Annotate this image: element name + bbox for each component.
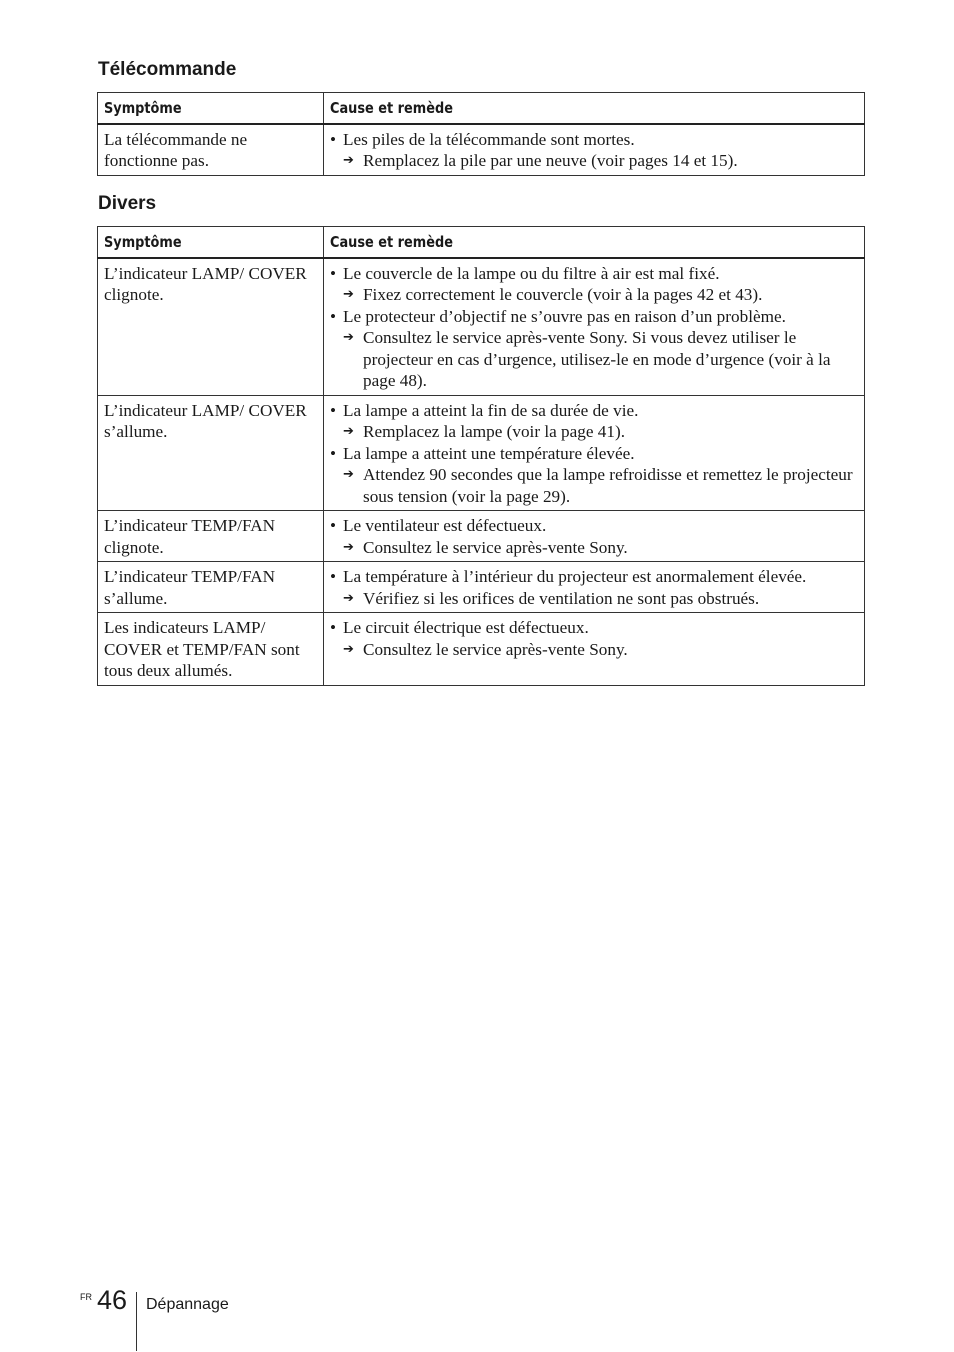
bullet-icon: • <box>330 263 337 283</box>
symptom-cell: L’indicateur LAMP/ COVER s’allume. <box>98 395 324 511</box>
table-header-row <box>98 93 865 124</box>
arrow-right-icon: ➔ <box>343 287 354 302</box>
bullet-icon: • <box>330 443 337 463</box>
arrow-right-icon: ➔ <box>343 330 354 345</box>
remedy-text: Remplacez la lampe (voir la page 41). <box>363 422 625 441</box>
remedy-text: Consultez le service après-vente Sony. <box>363 537 628 557</box>
cause-text: Les piles de la télécommande sont mortes. <box>343 129 635 149</box>
arrow-right-icon: ➔ <box>343 467 354 482</box>
footer-divider <box>136 1292 137 1351</box>
header-symptome: Symptôme <box>98 93 324 124</box>
section-title-telecommande: Télécommande <box>98 59 237 80</box>
remedy-text: Remplacez la pile par une neuve (voir pages 14 et 15). <box>363 151 738 170</box>
header-cause-remede: Cause et remède <box>324 93 865 124</box>
cause-text: La température à l’intérieur du projecteur est anormalement élevée. <box>343 567 807 586</box>
remedy-item <box>330 421 858 443</box>
remedy-item <box>330 464 858 507</box>
cause-item <box>330 400 858 422</box>
cause-text: Le ventilateur est défectueux. <box>343 516 547 535</box>
remedy-text: Fixez correctement le couvercle (voir à la pages 42 et 43). <box>363 285 763 304</box>
cause-cell <box>324 562 865 613</box>
page-number: 46 <box>97 1285 128 1315</box>
remedy-text: Consultez le service après-vente Sony. <box>363 639 628 659</box>
arrow-right-icon: ➔ <box>343 153 354 168</box>
cause-item <box>330 617 858 639</box>
bullet-icon: • <box>330 129 337 149</box>
cause-item <box>330 129 858 151</box>
cause-text: La lampe a atteint la fin de sa durée de vie. <box>343 400 639 420</box>
arrow-right-icon: ➔ <box>343 641 354 657</box>
symptom-cell: L’indicateur TEMP/FAN s’allume. <box>98 562 324 613</box>
remedy-item <box>330 150 858 172</box>
arrow-right-icon: ➔ <box>343 590 354 606</box>
cause-text: La lampe a atteint une température élevée. <box>343 443 635 463</box>
remedy-item <box>330 284 858 306</box>
table-row <box>98 511 865 562</box>
bullet-icon: • <box>330 516 337 535</box>
symptom-cell: L’indicateur TEMP/FAN clignote. <box>98 511 324 562</box>
remedy-item <box>330 588 858 610</box>
bullet-icon: • <box>330 567 337 586</box>
remedy-text: Attendez 90 secondes que la lampe refroidisse et remettez le projecteur sous tension (voir la page 29). <box>363 465 853 506</box>
section-title-divers: Divers <box>98 193 157 214</box>
arrow-right-icon: ➔ <box>343 539 354 555</box>
bullet-icon: • <box>330 618 337 637</box>
table-divers <box>97 226 865 686</box>
remedy-item <box>330 537 858 559</box>
table-row <box>98 258 865 396</box>
table-header-row <box>98 227 865 258</box>
header-symptome: Symptôme <box>98 227 324 258</box>
table-row <box>98 395 865 511</box>
table-row <box>98 613 865 686</box>
header-cause-remede: Cause et remède <box>324 227 865 258</box>
cause-cell <box>324 258 865 396</box>
cause-item <box>330 263 858 285</box>
cause-item <box>330 443 858 465</box>
section-name: Dépannage <box>146 1296 229 1313</box>
language-code: FR <box>80 1292 92 1302</box>
remedy-text: Consultez le service après-vente Sony. Si vous devez utiliser le projecteur en cas d’urgence, utilisez-le en mode d’urgence (voir à la page 48). <box>363 328 831 390</box>
symptom-cell: L’indicateur LAMP/ COVER clignote. <box>98 258 324 396</box>
table-row <box>98 562 865 613</box>
cause-cell <box>324 613 865 686</box>
table-telecommande <box>97 92 865 176</box>
cause-cell <box>324 511 865 562</box>
arrow-right-icon: ➔ <box>343 424 354 439</box>
bullet-icon: • <box>330 400 337 420</box>
table-row <box>98 124 865 176</box>
cause-item <box>330 515 858 537</box>
symptom-cell: Les indicateurs LAMP/ COVER et TEMP/FAN sont tous deux allumés. <box>98 613 324 686</box>
cause-item <box>330 306 858 328</box>
cause-text: Le protecteur d’objectif ne s’ouvre pas en raison d’un problème. <box>343 306 786 326</box>
cause-cell <box>324 124 865 176</box>
symptom-cell: La télécommande ne fonctionne pas. <box>98 124 324 176</box>
remedy-item <box>330 327 858 392</box>
remedy-text: Vérifiez si les orifices de ventilation ne sont pas obstrués. <box>363 588 760 608</box>
remedy-item <box>330 639 858 661</box>
cause-cell <box>324 395 865 511</box>
bullet-icon: • <box>330 306 337 326</box>
cause-text: Le couvercle de la lampe ou du filtre à air est mal fixé. <box>343 263 720 283</box>
cause-item <box>330 566 858 588</box>
cause-text: Le circuit électrique est défectueux. <box>343 618 589 637</box>
